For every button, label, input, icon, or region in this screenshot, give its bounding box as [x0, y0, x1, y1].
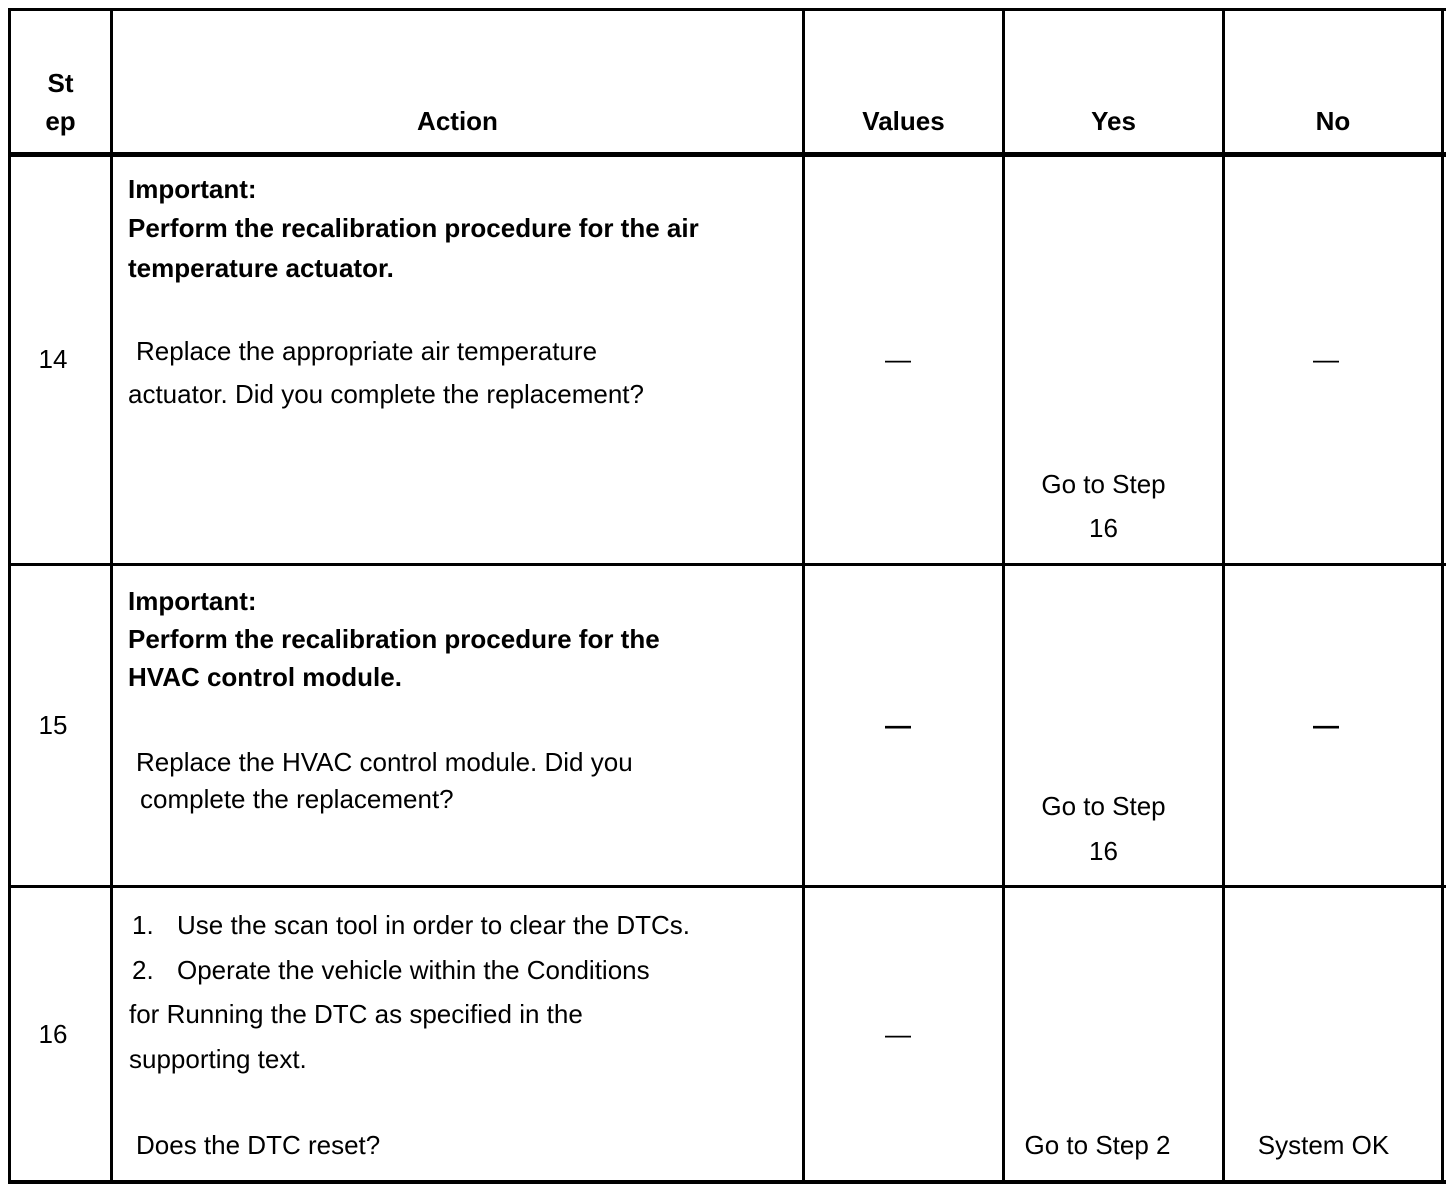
header-divider — [8, 152, 1446, 157]
border-bottom — [8, 1180, 1446, 1184]
values-cell: — — [885, 344, 911, 374]
yes-cell-line1: Go to Step — [1041, 791, 1166, 821]
row-divider-14-15 — [8, 563, 1446, 566]
list-item-2-continuation-line2: supporting text. — [129, 1044, 307, 1074]
important-label: Important: — [128, 174, 257, 204]
list-item-2-number: 2. — [132, 955, 154, 985]
col-divider-yes — [1222, 8, 1225, 1184]
row-divider-15-16 — [8, 885, 1446, 888]
important-note-line1: Perform the recalibration procedure for the — [128, 624, 660, 654]
border-left — [8, 8, 11, 1184]
header-values: Values — [862, 106, 945, 136]
action-text-line2: actuator. Did you complete the replacement? — [128, 379, 644, 409]
action-text-line1: Replace the appropriate air temperature — [136, 336, 598, 366]
col-divider-values — [1002, 8, 1005, 1184]
yes-cell-line1: Go to Step — [1041, 469, 1166, 499]
list-item-2-continuation-line1: for Running the DTC as specified in the — [129, 999, 583, 1029]
important-note-line2: HVAC control module. — [128, 662, 402, 692]
action-text-line2: complete the replacement? — [140, 784, 454, 814]
step-number: 16 — [38, 1019, 68, 1049]
values-cell: — — [885, 710, 911, 740]
header-step-line2: ep — [45, 106, 76, 136]
col-divider-action — [802, 8, 805, 1184]
important-label: Important: — [128, 586, 257, 616]
yes-cell-line2: 16 — [1089, 836, 1118, 866]
header-step-line1: St — [47, 68, 74, 98]
yes-cell: Go to Step 2 — [1024, 1130, 1171, 1160]
no-cell: — — [1313, 344, 1339, 374]
action-question: Does the DTC reset? — [136, 1130, 381, 1160]
list-item-1-text: Use the scan tool in order to clear the DTCs. — [177, 910, 691, 940]
yes-cell-line2: 16 — [1089, 513, 1118, 543]
header-action: Action — [417, 106, 498, 136]
list-item-2-text: Operate the vehicle within the Conditions — [177, 955, 650, 985]
list-item-1-number: 1. — [132, 910, 154, 940]
action-text-line1: Replace the HVAC control module. Did you — [136, 747, 633, 777]
no-cell: System OK — [1257, 1130, 1390, 1160]
important-note-line1: Perform the recalibration procedure for the air — [128, 213, 699, 243]
no-cell: — — [1313, 710, 1339, 740]
header-no: No — [1315, 106, 1351, 136]
step-number: 14 — [38, 344, 68, 374]
values-cell: — — [885, 1019, 911, 1049]
border-top — [8, 8, 1446, 11]
col-divider-step — [110, 8, 113, 1184]
border-right — [1441, 8, 1444, 1184]
step-number: 15 — [38, 710, 68, 740]
header-yes: Yes — [1091, 106, 1136, 136]
important-note-line2: temperature actuator. — [128, 253, 394, 283]
